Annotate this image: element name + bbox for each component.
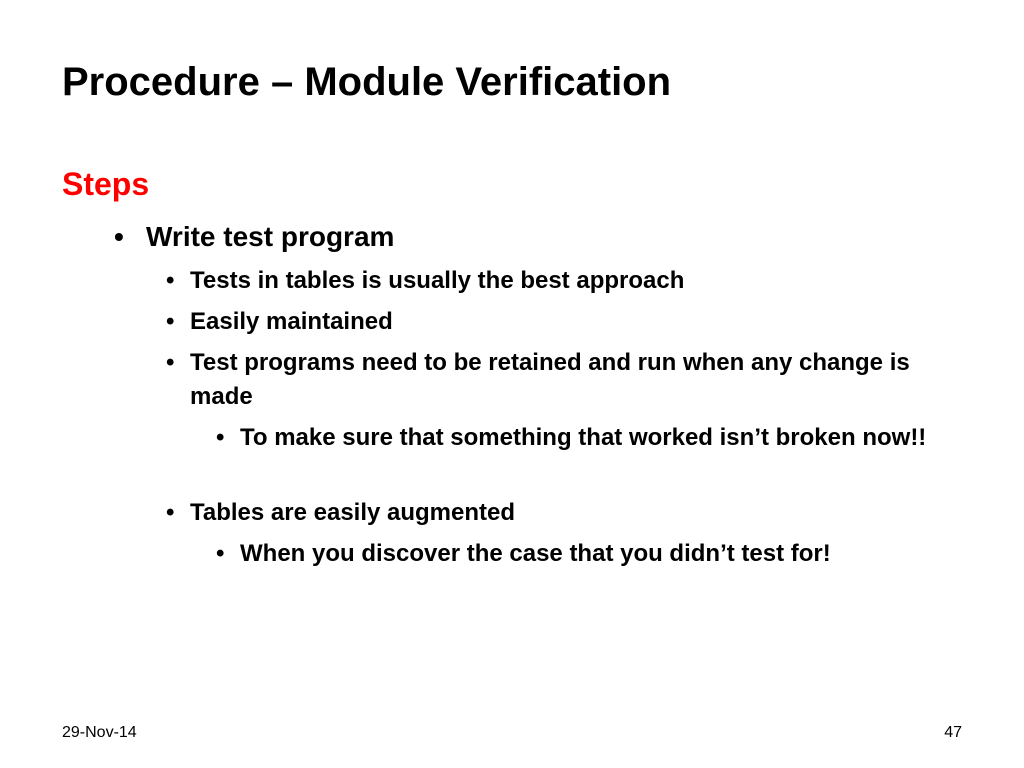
bullet-level2-test-programs-retained bbox=[166, 346, 956, 414]
bullet-text: Easily maintained bbox=[190, 308, 393, 335]
bullet-marker: • bbox=[166, 499, 175, 526]
bullet-text: Write test program bbox=[146, 221, 395, 252]
bullet-level2-easily-maintained bbox=[166, 305, 956, 339]
bullet-marker: • bbox=[166, 308, 175, 335]
bullet-level2-tests-in-tables bbox=[166, 264, 956, 298]
bullet-text: Test programs need to be retained and run when any change is made bbox=[190, 349, 910, 410]
bullet-level3-make-sure-not-broken bbox=[216, 421, 1006, 455]
bullet-level2-tables-augmented bbox=[166, 496, 956, 530]
bullet-level3-discover-untested-case bbox=[216, 537, 1006, 571]
bullet-marker: • bbox=[166, 349, 175, 376]
bullet-text: Tables are easily augmented bbox=[190, 499, 516, 526]
footer-date: 29-Nov-14 bbox=[62, 724, 137, 741]
bullet-text: When you discover the case that you didn’t test for! bbox=[240, 540, 831, 567]
slide-title: Procedure – Module Verification bbox=[62, 60, 672, 104]
bullet-level1-write-test-program bbox=[114, 218, 994, 256]
bullet-text: Tests in tables is usually the best approach bbox=[190, 267, 685, 294]
bullet-marker: • bbox=[216, 424, 225, 451]
bullet-marker: • bbox=[166, 267, 175, 294]
bullet-text: To make sure that something that worked isn’t broken now!! bbox=[240, 424, 927, 451]
footer-page-number: 47 bbox=[944, 724, 962, 741]
bullet-marker: • bbox=[114, 221, 124, 252]
bullet-marker: • bbox=[216, 540, 225, 567]
section-heading: Steps bbox=[62, 166, 150, 202]
